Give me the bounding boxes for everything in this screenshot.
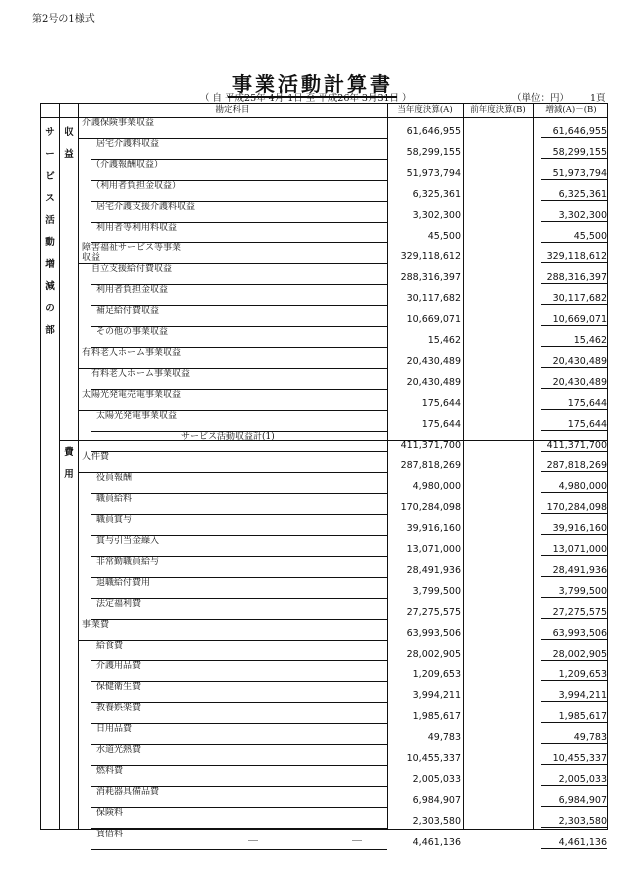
- diff-amount: 2,005,033: [541, 774, 607, 786]
- section-char: 減: [45, 281, 55, 292]
- row-label: 職員給料: [96, 494, 133, 505]
- diff-amount: 3,799,500: [541, 586, 607, 598]
- current-amount: 28,491,936: [406, 564, 461, 576]
- row-separator: [91, 849, 387, 850]
- diff-amount: 2,303,580: [541, 816, 607, 828]
- col-line-sub: [78, 104, 79, 829]
- row-label: 自立支援給付費収益: [91, 264, 173, 275]
- diff-amount: 20,430,489: [541, 377, 607, 389]
- row-label: 燃料費: [96, 765, 124, 776]
- diff-amount: 15,462: [541, 335, 607, 347]
- row-label: 居宅介護料収益: [96, 138, 160, 149]
- row-label: 賃借料: [96, 828, 124, 839]
- diff-amount: 28,002,905: [541, 649, 607, 661]
- current-amount: 20,430,489: [406, 355, 461, 367]
- row-label: 有料老人ホーム事業収益: [82, 347, 182, 358]
- section-label-expense: [60, 442, 78, 486]
- diff-amount: 329,118,612: [541, 251, 607, 263]
- current-amount: 175,644: [421, 397, 461, 409]
- section-char: 収: [64, 127, 74, 138]
- row-label: 利用者等利用料収益: [96, 222, 178, 233]
- current-amount: 4,461,136: [412, 836, 461, 848]
- header-item: 勘定科目: [215, 105, 250, 115]
- section-char: サ: [45, 127, 55, 138]
- current-amount: 2,005,033: [412, 773, 461, 785]
- row-label: 保健衛生費: [96, 682, 142, 693]
- header-current: 当年度決算(A): [397, 105, 453, 115]
- row-separator: [91, 807, 387, 808]
- row-label: （介護報酬収益）: [91, 159, 164, 170]
- crop-mark: [248, 840, 258, 841]
- diff-amount: 30,117,682: [541, 293, 607, 305]
- current-amount: 288,316,397: [400, 272, 461, 284]
- current-amount: 6,325,361: [412, 188, 461, 200]
- diff-amount: 61,646,955: [541, 126, 607, 138]
- diff-amount: 10,669,071: [541, 314, 607, 326]
- section-char: ビ: [45, 171, 55, 182]
- diff-amount: 288,316,397: [541, 272, 607, 284]
- diff-amount: 58,299,155: [541, 147, 607, 159]
- form-label: 第2号の1様式: [32, 14, 95, 25]
- current-amount: 411,371,700: [400, 439, 461, 451]
- row-separator: [91, 514, 387, 515]
- current-amount: 13,071,000: [406, 544, 461, 555]
- row-label: 賞与引当金繰入: [96, 536, 160, 546]
- section-char: 増: [45, 259, 55, 270]
- diff-amount: 63,993,506: [541, 628, 607, 640]
- current-amount: 63,993,506: [406, 627, 461, 639]
- diff-amount: 49,783: [541, 732, 607, 744]
- current-amount: 329,118,612: [400, 251, 461, 263]
- current-amount: 51,973,794: [406, 167, 461, 179]
- row-label: 非常勤職員給与: [96, 556, 160, 567]
- current-amount: 39,916,160: [406, 523, 461, 535]
- row-label: 水道光熱費: [96, 745, 142, 755]
- row-separator: [91, 765, 387, 766]
- section-char: ー: [45, 149, 55, 160]
- section-label-main: [41, 122, 59, 342]
- row-separator: [91, 828, 387, 829]
- document-title-text: 事業活動計算書: [228, 72, 397, 98]
- row-label: 太陽光発電売電事業収益: [82, 389, 182, 400]
- diff-amount: 10,455,337: [541, 753, 607, 765]
- currency-unit: （単位：円）: [512, 93, 570, 104]
- diff-amount: 175,644: [541, 419, 607, 431]
- row-label: 給食費: [96, 640, 124, 651]
- diff-amount: 6,984,907: [541, 795, 607, 807]
- col-line-prior: [463, 104, 464, 829]
- current-amount: 287,818,269: [400, 460, 461, 472]
- current-amount: 45,500: [427, 230, 461, 242]
- col-line-diff: [533, 104, 534, 829]
- current-amount: 15,462: [427, 335, 461, 346]
- row-label: 役員報酬: [96, 473, 133, 484]
- row-separator: [91, 493, 387, 494]
- row-label: 介護用品費: [96, 661, 142, 672]
- diff-amount: 3,994,211: [541, 690, 607, 702]
- section-char: 費: [64, 447, 74, 458]
- current-amount: 1,209,653: [412, 669, 461, 681]
- section-char: 用: [64, 469, 74, 480]
- current-amount: 4,980,000: [412, 481, 461, 493]
- section-char: 部: [45, 325, 55, 336]
- current-amount: 2,303,580: [412, 815, 461, 827]
- diff-amount: 51,973,794: [541, 168, 607, 180]
- diff-amount: 170,284,098: [541, 502, 607, 514]
- row-label: その他の事業収益: [96, 327, 169, 337]
- row-separator: [78, 640, 387, 641]
- diff-amount: 27,275,575: [541, 607, 607, 619]
- row-separator: [91, 723, 387, 724]
- row-label: 居宅介護支援介護料収益: [96, 201, 196, 212]
- row-label: 補足給付費収益: [96, 306, 160, 317]
- accounting-period: （ 自 平成25年 4月 1日 至 平成26年 3月31日 ）: [200, 93, 412, 104]
- row-label: 有料老人ホーム事業収益: [91, 368, 191, 379]
- diff-amount: 28,491,936: [541, 565, 607, 577]
- diff-amount: 1,209,653: [541, 669, 607, 681]
- diff-amount: 4,980,000: [541, 481, 607, 493]
- row-label: 人件費: [82, 452, 110, 463]
- current-amount: 20,430,489: [406, 376, 461, 388]
- section-char: 益: [64, 149, 74, 160]
- current-amount: 61,646,955: [406, 126, 461, 137]
- current-amount: 58,299,155: [406, 146, 461, 158]
- section-char: ス: [45, 193, 55, 204]
- row-label: 消耗器具備品費: [96, 786, 160, 797]
- row-label: （利用者負担金収益）: [91, 180, 182, 191]
- header-prior: 前年度決算(B): [470, 105, 526, 115]
- current-amount: 27,275,575: [406, 606, 461, 618]
- current-amount: 1,985,617: [412, 711, 461, 723]
- diff-amount: 3,302,300: [541, 210, 607, 222]
- current-amount: 10,455,337: [406, 753, 461, 764]
- section-char: の: [45, 303, 55, 314]
- row-label: 法定福利費: [96, 598, 142, 609]
- row-label: 障害福祉サービス等事業 収益: [82, 243, 182, 264]
- section-label-revenue: [60, 122, 78, 166]
- diff-amount: 175,644: [541, 398, 607, 410]
- row-label: 介護保険事業収益: [82, 118, 155, 128]
- current-amount: 30,117,682: [406, 293, 461, 305]
- current-amount: 49,783: [427, 732, 461, 744]
- header-diff: 増減(A)－(B): [545, 105, 597, 115]
- row-label: 日用品費: [96, 724, 133, 735]
- current-amount: 10,669,071: [406, 314, 461, 326]
- row-label: 事業費: [82, 619, 110, 630]
- current-amount: 170,284,098: [400, 502, 461, 514]
- row-separator: [91, 451, 387, 452]
- diff-amount: 20,430,489: [541, 356, 607, 368]
- current-amount: 28,002,905: [406, 648, 461, 660]
- current-amount: 3,994,211: [412, 690, 461, 702]
- row-label: 保険料: [96, 807, 124, 818]
- current-amount: 3,799,500: [412, 585, 461, 597]
- diff-amount: 411,371,700: [541, 440, 607, 452]
- diff-amount: 45,500: [541, 231, 607, 243]
- row-separator: [91, 619, 387, 620]
- section-char: 活: [45, 215, 55, 226]
- crop-mark: [352, 840, 362, 841]
- diff-amount: 1,985,617: [541, 711, 607, 723]
- row-label: 太陽光発電事業収益: [96, 410, 178, 421]
- section-char: 動: [45, 237, 55, 248]
- diff-amount: 6,325,361: [541, 189, 607, 201]
- row-label: 職員賞与: [96, 515, 133, 526]
- row-label: サービス活動収益計(1): [181, 431, 275, 442]
- page-number: 1頁: [590, 93, 606, 104]
- current-amount: 6,984,907: [412, 794, 461, 806]
- diff-amount: 13,071,000: [541, 544, 607, 556]
- diff-amount: 39,916,160: [541, 523, 607, 535]
- current-amount: 3,302,300: [412, 209, 461, 221]
- current-amount: 175,644: [421, 418, 461, 430]
- row-label: 教養娯楽費: [96, 703, 142, 714]
- statement-table: [40, 103, 608, 848]
- row-label: 退職給付費用: [96, 577, 151, 588]
- revenue-expense-separator: [60, 440, 607, 441]
- row-label: 利用者負担金収益: [96, 285, 169, 296]
- diff-amount: 4,461,136: [541, 837, 607, 849]
- diff-amount: 287,818,269: [541, 460, 607, 472]
